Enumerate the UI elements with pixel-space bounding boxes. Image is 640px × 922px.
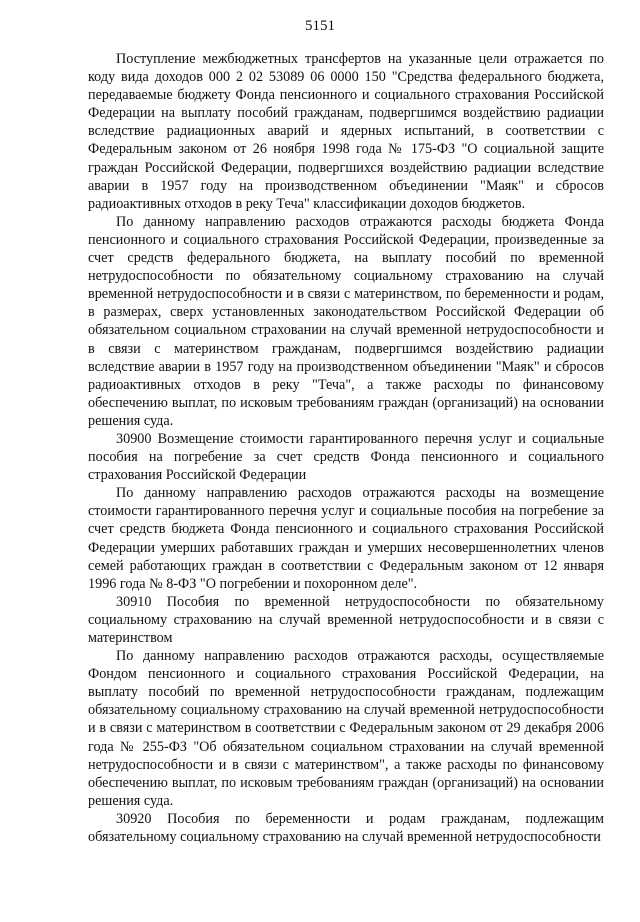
heading-30910-disability-benefits: 30910 Пособия по временной нетрудоспособности по обязательному социальному страхованию на случай временной нетрудоспособности и в связи с материнством [88,593,604,646]
heading-30900-burial-benefits: 30900 Возмещение стоимости гарантированного перечня услуг и социальные пособия на погребение за счет средств Фонда пенсионного и социального страхования Российской Федерации [88,430,604,484]
heading-30920-maternity-benefits: 30920 Пособия по беременности и родам гражданам, подлежащим обязательному социальному страхованию на случай временной нетрудоспособности [88,810,604,846]
paragraph-radiation-benefits-expenses: По данному направлению расходов отражаются расходы бюджета Фонда пенсионного и социального страхования Российской Федерации, произведенные за счет средств федерального бюджета, на выплату пособий по временной нетрудоспособности по обязательному социальному страхованию на случай временной нетрудоспособности и в связи с материнством, по беременности и родам, в размерах, сверх установленных законодательством Российской Федерации об обязательном социальном страховании на случай временной нетрудоспособности и в связи с материнством гражданам, подвергшимся воздействию радиации вследствие аварии в 1957 году на производственном объединении "Маяк" и сбросов радиоактивных отходов в реку "Теча", а также расходы по финансовому обеспечению выплат, по исковым требованиям граждан (организаций) на основании решения суда. [88,213,604,429]
document-body [88,50,604,846]
paragraph-transfers-revenue: Поступление межбюджетных трансфертов на указанные цели отражается по коду вида доходов 000 2 02 53089 06 0000 150 "Средства федерального бюджета, передаваемые бюджету Фонда пенсионного и социального страхования Российской Федерации на выплату пособий гражданам, подвергшимся воздействию радиации вследствие радиационных аварий и ядерных испытаний, в соответствии с Федеральным законом от 26 ноября 1998 года № 175-ФЗ "О социальной защите граждан Российской Федерации, подвергшихся воздействию радиации вследствие аварии в 1957 году на производственном объединении "Маяк" и сбросов радиоактивных отходов в реку Теча" классификации доходов бюджетов. [88,51,604,212]
page-number: 5151 [305,18,335,34]
paragraph-disability-expenses: По данному направлению расходов отражаются расходы, осуществляемые Фондом пенсионного и социального страхования Российской Федерации, на выплату пособий по временной нетрудоспособности гражданам, подлежащим обязательному социальному страхованию на случай временной нетрудоспособности и в связи с материнством в соответствии с Федеральным законом от 29 декабря 2006 года № 255-ФЗ "Об обязательном социальном страховании на случай временной нетрудоспособности и в связи с материнством", а также расходы по финансовому обеспечению выплат, по исковым требованиям граждан (организаций) на основании решения суда. [88,648,604,809]
paragraph-burial-expenses: По данному направлению расходов отражаются расходы на возмещение стоимости гарантированного перечня услуг и социальные пособия на погребение за счет средств бюджета Фонда пенсионного и социального страхования Российской Федерации умерших работавших граждан и умерших несовершеннолетних членов семей работающих граждан в соответствии с Федеральным законом от 12 января 1996 года № 8-ФЗ "О погребении и похоронном деле". [88,485,604,592]
